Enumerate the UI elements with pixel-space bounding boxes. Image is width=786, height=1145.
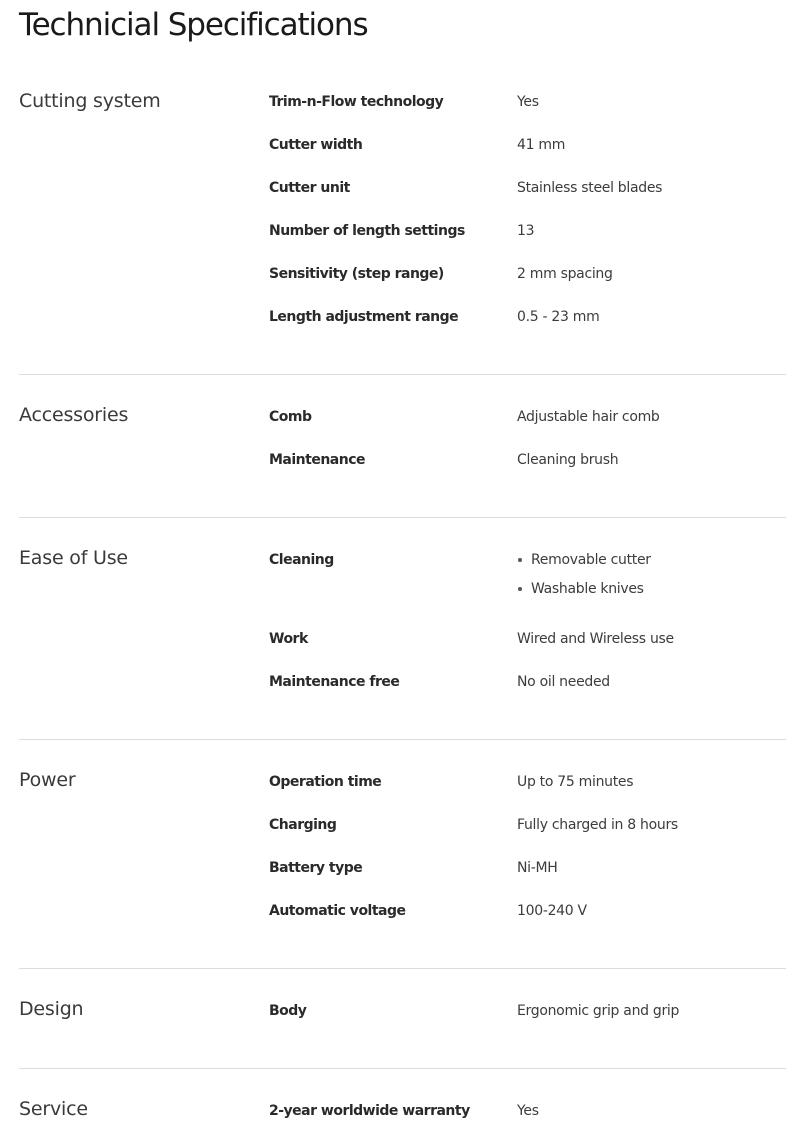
section-divider — [19, 374, 786, 375]
spec-value: Washable knives — [531, 581, 644, 597]
spec-row — [269, 548, 786, 606]
spec-value: Yes — [517, 94, 539, 110]
spec-label: Cutter unit — [269, 180, 350, 196]
spec-value: Stainless steel blades — [517, 180, 663, 196]
spec-row — [269, 1099, 786, 1123]
spec-label: 2-year worldwide warranty — [269, 1103, 470, 1119]
section-title: Design — [19, 998, 84, 1020]
section-divider — [19, 517, 786, 518]
spec-row — [269, 813, 786, 837]
spec-row — [269, 770, 786, 794]
spec-label: Comb — [269, 409, 312, 425]
spec-label: Operation time — [269, 774, 382, 790]
list-item — [517, 548, 651, 577]
spec-label: Automatic voltage — [269, 903, 406, 919]
spec-value: 13 — [517, 223, 535, 239]
page-title: Technicial Specifications — [19, 7, 368, 43]
spec-label: Battery type — [269, 860, 363, 876]
spec-value: Removable cutter — [531, 552, 651, 568]
spec-row — [269, 405, 786, 429]
spec-row — [269, 448, 786, 472]
spec-value: 0.5 - 23 mm — [517, 309, 600, 325]
spec-value: Ergonomic grip and grip — [517, 1003, 680, 1019]
spec-row — [269, 90, 786, 114]
spec-row — [269, 305, 786, 329]
spec-value-list — [517, 548, 651, 606]
spec-label: Body — [269, 1003, 307, 1019]
spec-value: No oil needed — [517, 674, 610, 690]
section-title: Cutting system — [19, 90, 161, 112]
spec-row — [269, 219, 786, 243]
spec-value: Ni-MH — [517, 860, 558, 876]
spec-row — [269, 133, 786, 157]
section-title: Ease of Use — [19, 547, 128, 569]
section-divider — [19, 1068, 786, 1069]
spec-row — [269, 899, 786, 923]
spec-value: Cleaning brush — [517, 452, 619, 468]
spec-row — [269, 627, 786, 651]
bullet-icon — [518, 587, 522, 591]
spec-value: Adjustable hair comb — [517, 409, 660, 425]
spec-label: Charging — [269, 817, 337, 833]
spec-row — [269, 262, 786, 286]
spec-value: Yes — [517, 1103, 539, 1119]
list-item — [517, 577, 651, 606]
spec-label: Number of length settings — [269, 223, 465, 239]
spec-value: 41 mm — [517, 137, 566, 153]
spec-row — [269, 670, 786, 694]
spec-value: Fully charged in 8 hours — [517, 817, 678, 833]
spec-label: Maintenance — [269, 452, 366, 468]
spec-label: Cutter width — [269, 137, 363, 153]
spec-label: Sensitivity (step range) — [269, 266, 444, 282]
spec-value: 100-240 V — [517, 903, 587, 919]
spec-label: Maintenance free — [269, 674, 400, 690]
spec-label: Trim-n-Flow technology — [269, 94, 444, 110]
bullet-icon — [518, 558, 522, 562]
spec-value: 2 mm spacing — [517, 266, 613, 282]
spec-label: Work — [269, 631, 308, 647]
spec-row — [269, 856, 786, 880]
spec-row — [269, 176, 786, 200]
section-title: Power — [19, 769, 76, 791]
section-title: Service — [19, 1098, 88, 1120]
spec-row — [269, 999, 786, 1023]
spec-value: Up to 75 minutes — [517, 774, 634, 790]
section-divider — [19, 968, 786, 969]
section-divider — [19, 739, 786, 740]
section-title: Accessories — [19, 404, 129, 426]
spec-label: Cleaning — [269, 552, 334, 568]
spec-label: Length adjustment range — [269, 309, 459, 325]
spec-value: Wired and Wireless use — [517, 631, 674, 647]
